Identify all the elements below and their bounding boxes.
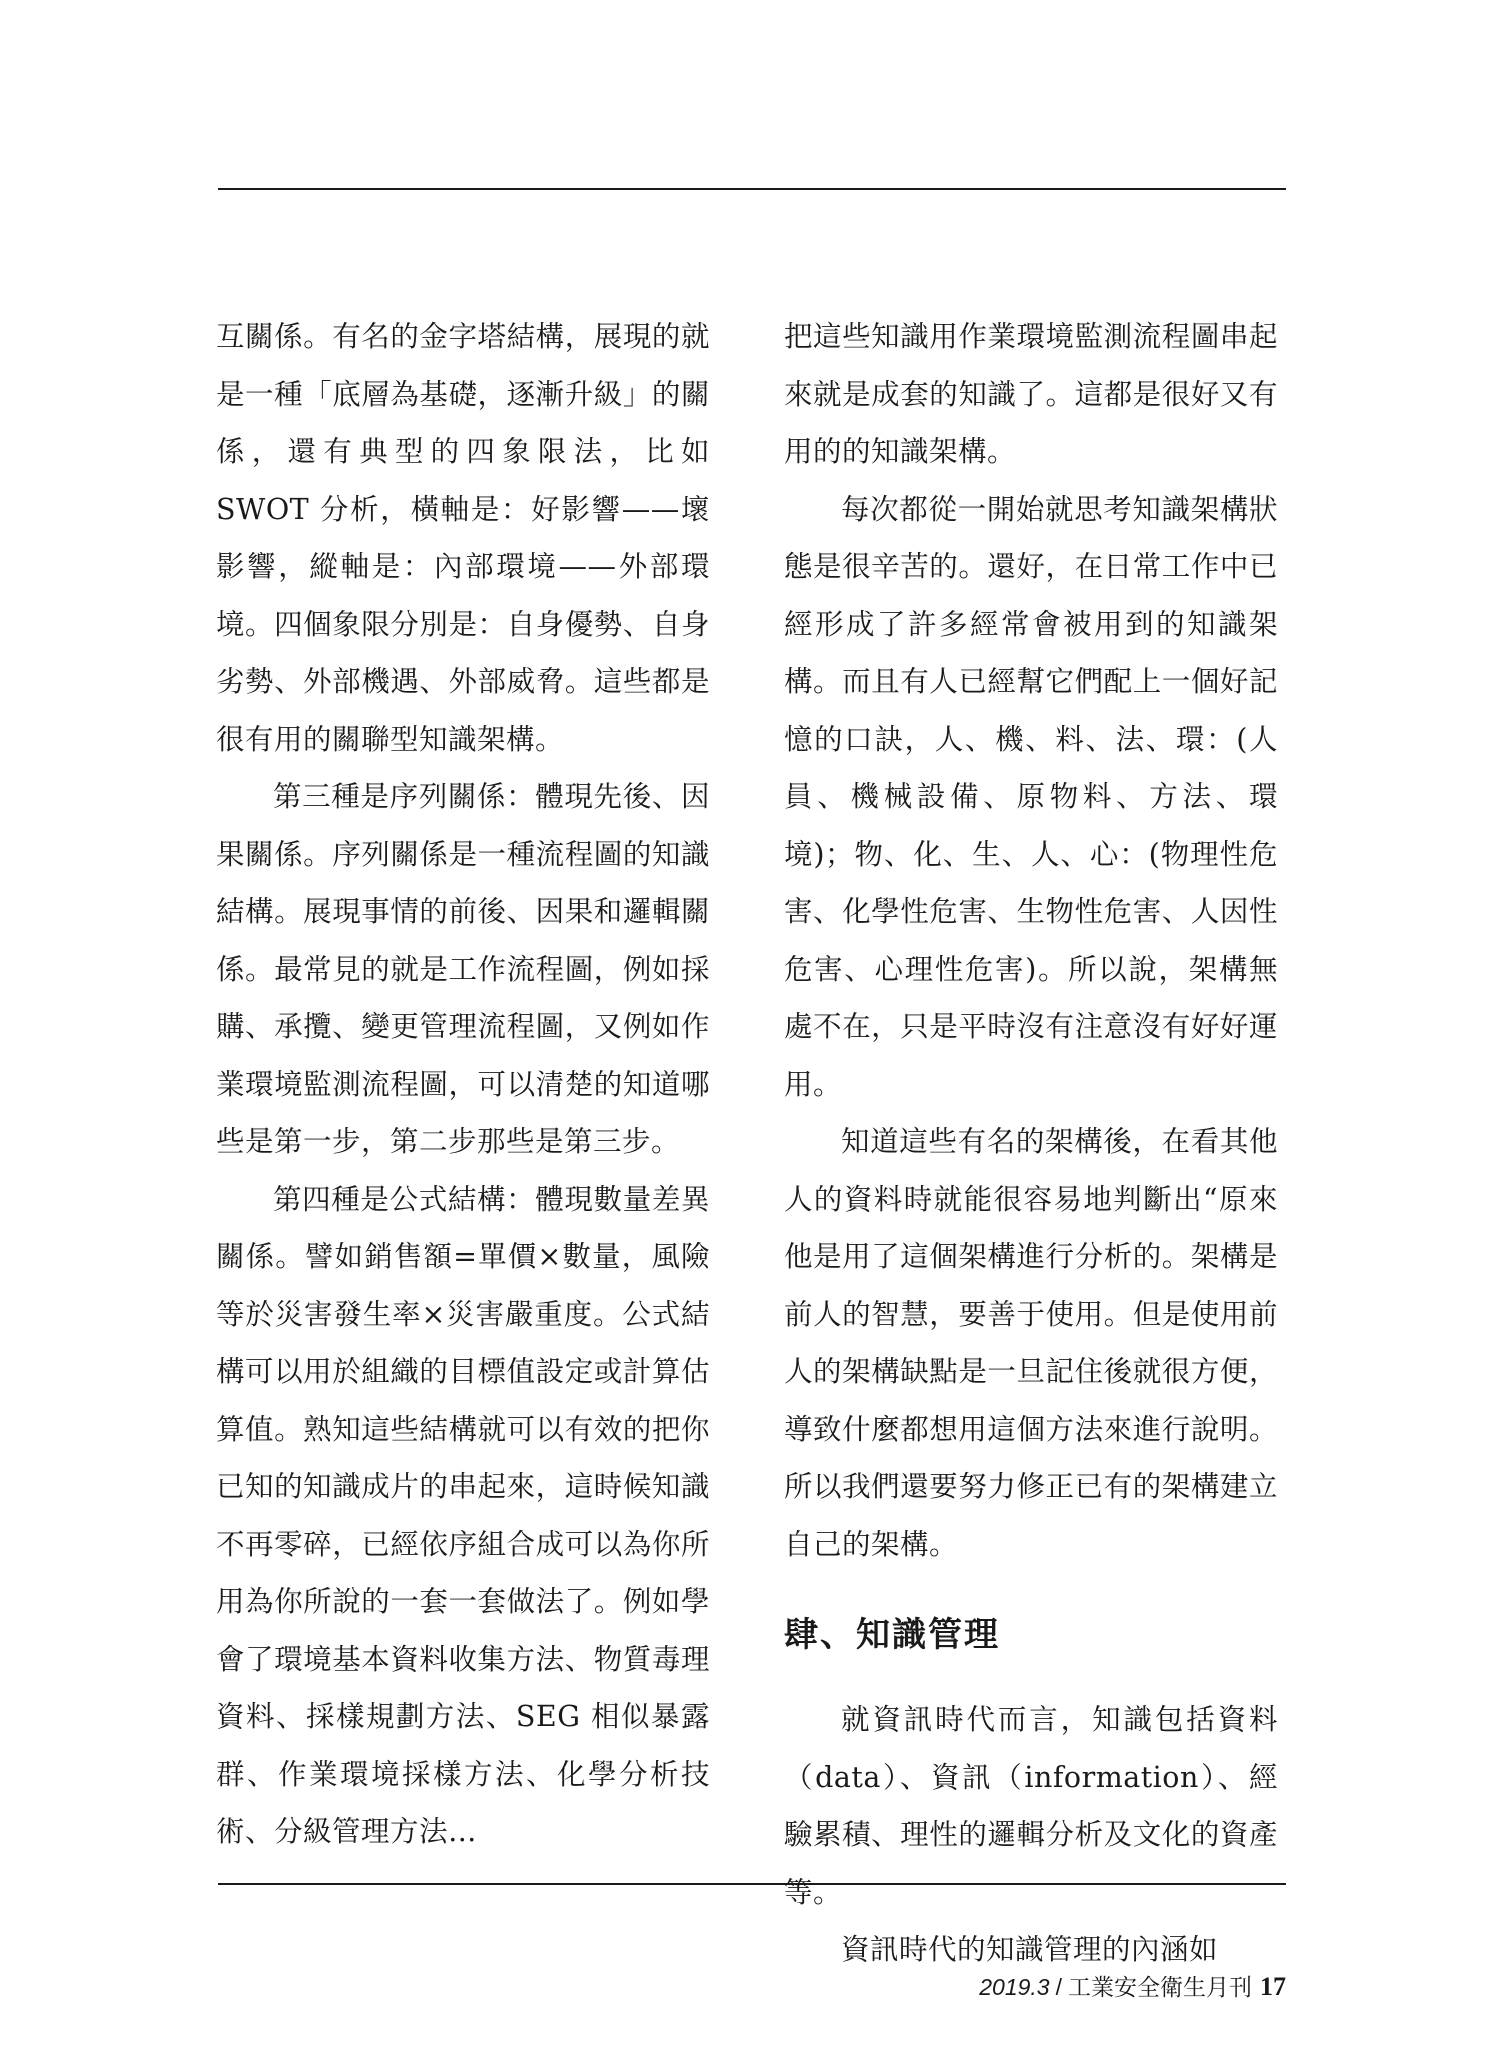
page-number: 17	[1260, 1972, 1286, 2001]
right-paragraph-4: 就資訊時代而言，知識包括資料（data）、資訊（information）、經驗累積、理性的邏輯分析及文化的資產等。	[784, 1703, 1278, 1909]
left-paragraph-2: 第三種是序列關係：體現先後、因果關係。序列關係是一種流程圖的知識結構。展現事情的前後、因果和邏輯關係。最常見的就是工作流程圖，例如採購、承攬、變更管理流程圖，又例如作業環境監測流程圖，可以清楚的知道哪些是第一步，第二步那些是第三步。	[216, 780, 710, 1158]
page-footer	[979, 1972, 1286, 2003]
section-heading: 肆、知識管理	[784, 1615, 1000, 1655]
right-paragraph-3: 知道這些有名的架構後，在看其他人的資料時就能很容易地判斷出“原來他是用了這個架構進行分析的。架構是前人的智慧，要善于使用。但是使用前人的架構缺點是一旦記住後就很方便，導致什麼都想用這個方法來進行說明。所以我們還要努力修正已有的架構建立自己的架構。	[784, 1125, 1278, 1561]
right-paragraph-1: 把這些知識用作業環境監測流程圖串起來就是成套的知識了。這都是很好又有用的的知識架構。	[784, 320, 1278, 468]
footer-rule	[218, 1883, 1286, 1885]
header-rule	[218, 188, 1286, 190]
right-paragraph-5: 資訊時代的知識管理的內涵如	[841, 1933, 1219, 1966]
right-paragraph-2: 每次都從一開始就思考知識架構狀態是很辛苦的。還好，在日常工作中已經形成了許多經常會被用到的知識架構。而且有人已經幫它們配上一個好記憶的口訣，人、機、料、法、環：(人員、機械設備、原物料、方法、環境)；物、化、生、人、心：(物理性危害、化學性危害、生物性危害、人因性危害、心理性危害)。所以說，架構無處不在，只是平時沒有注意沒有好好運用。	[784, 492, 1278, 1101]
left-column	[216, 308, 710, 1861]
journal-title: 工業安全衛生月刊	[1068, 1975, 1252, 2001]
right-column	[784, 308, 1278, 1979]
issue-date: 2019.3	[979, 1974, 1050, 2000]
left-paragraph-1: 互關係。有名的金字塔結構，展現的就是一種「底層為基礎，逐漸升級」的關係，還有典型的四象限法，比如 SWOT 分析，橫軸是：好影響——壞影響，縱軸是：內部環境——外部環境。四個象限分別是：自身優勢、自身劣勢、外部機遇、外部威脅。這些都是很有用的關聯型知識架構。	[216, 320, 710, 756]
footer-separator: /	[1055, 1974, 1062, 2000]
left-paragraph-3: 第四種是公式結構：體現數量差異關係。譬如銷售額=單價×數量，風險等於災害發生率×災害嚴重度。公式結構可以用於組織的目標值設定或計算估算值。熟知這些結構就可以有效的把你已知的知識成片的串起來，這時候知識不再零碎，已經依序組合成可以為你所用為你所說的一套一套做法了。例如學會了環境基本資料收集方法、物質毒理資料、採樣規劃方法、SEG 相似暴露群、作業環境採樣方法、化學分析技術、分級管理方法…	[216, 1182, 710, 1848]
